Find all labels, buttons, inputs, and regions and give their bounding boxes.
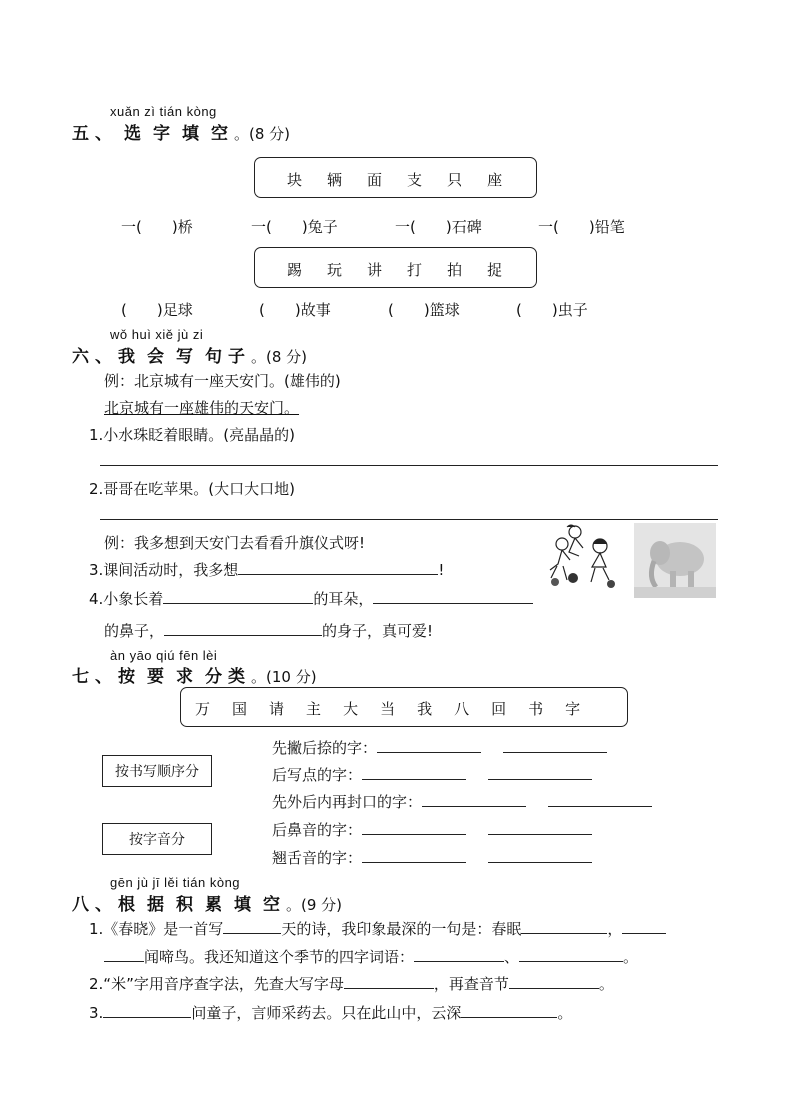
- s6-question-3: 3.课间活动时，我多想 !: [89, 561, 445, 579]
- s5-q5: ( )足球: [121, 301, 193, 319]
- elephant-photo: [634, 523, 716, 598]
- s5-word-box-1: 块 辆 面 支 只 座: [254, 157, 537, 198]
- s7-character-box: 万 国 请 主 大 当 我 八 回 书 字: [180, 687, 628, 727]
- s8-pinyin: gēn jù jī lěi tián kòng: [110, 875, 241, 890]
- s5-score: 。(8 分): [234, 125, 291, 143]
- s7-item-3: 先外后内再封口的字：: [272, 791, 652, 812]
- s8-q2-blank-syllable[interactable]: [509, 974, 599, 989]
- s8-q3-blank-2[interactable]: [461, 1003, 557, 1018]
- s7-item-3-blank-1[interactable]: [422, 792, 526, 807]
- s6-question-4: 4.小象长着 的耳朵，: [89, 588, 533, 609]
- s7-item-4-blank-2[interactable]: [488, 820, 592, 835]
- s6-example-2: 例：我多想到天安门去看看升旗仪式呀!: [104, 534, 366, 552]
- s7-label-pronunciation: 按字音分: [102, 823, 212, 855]
- s8-question-3: 3. 问童子，言师采药去。只在此山中，云深 。: [89, 1004, 573, 1022]
- s8-q1-blank-line-3[interactable]: [104, 947, 144, 962]
- s7-label-stroke-order: 按书写顺序分: [102, 755, 212, 787]
- s8-q1-blank-season[interactable]: [223, 919, 281, 934]
- s6-answer-line-2[interactable]: [100, 519, 718, 520]
- s8-question-1: 1.《春晓》是一首写 天的诗，我印象最深的一句是：春眠 ，: [89, 918, 666, 939]
- s7-item-4-blank-1[interactable]: [362, 820, 466, 835]
- s7-pinyin: àn yāo qiú fēn lèi: [110, 648, 218, 663]
- s6-q4-blank-3[interactable]: [164, 621, 322, 636]
- s6-question-4-cont: 的鼻子， 的身子，真可爱!: [104, 622, 434, 640]
- s5-pinyin: xuǎn zì tián kòng: [110, 104, 217, 119]
- s8-q1-blank-word-2[interactable]: [519, 947, 623, 962]
- s7-number: 七、: [72, 667, 118, 687]
- s6-pinyin: wǒ huì xiě jù zi: [110, 327, 204, 342]
- s8-title: 八、根 据 积 累 填 空。(9 分): [72, 895, 343, 915]
- s5-q8: ( )虫子: [516, 301, 588, 319]
- s8-q3-blank-1[interactable]: [103, 1003, 191, 1018]
- s5-q2: 一( )兔子: [251, 218, 338, 236]
- s6-q3-blank[interactable]: [238, 560, 438, 575]
- s8-score: 。(9 分): [286, 896, 343, 914]
- s7-item-2-blank-1[interactable]: [362, 765, 466, 780]
- s5-number: 五、: [72, 124, 118, 144]
- s8-q1-blank-line[interactable]: [521, 919, 607, 934]
- s6-answer-line-1[interactable]: [100, 465, 718, 466]
- s5-title: 五、 选 字 填 空。(8 分): [72, 124, 291, 144]
- s7-score: 。(10 分): [251, 668, 317, 686]
- s7-item-1: 先撇后捺的字：: [272, 737, 607, 758]
- s7-item-5-blank-1[interactable]: [362, 848, 466, 863]
- s8-q1-blank-line-2[interactable]: [622, 919, 666, 934]
- s6-q4-blank-2[interactable]: [373, 589, 533, 604]
- s5-q3: 一( )石碑: [395, 218, 482, 236]
- s7-item-1-blank-2[interactable]: [503, 738, 607, 753]
- s5-word-box-2: 踢 玩 讲 打 拍 捉: [254, 247, 537, 288]
- s6-question-2: 2.哥哥在吃苹果。(大口大口地): [89, 480, 296, 498]
- s5-q7: ( )篮球: [388, 301, 460, 319]
- s5-q1: 一( )桥: [121, 218, 193, 236]
- s6-title: 六、我 会 写 句子。(8 分): [72, 347, 308, 367]
- s5-q4: 一( )铅笔: [538, 218, 625, 236]
- s7-item-5-blank-2[interactable]: [488, 848, 592, 863]
- s7-item-1-blank-1[interactable]: [377, 738, 481, 753]
- s7-item-2-blank-2[interactable]: [488, 765, 592, 780]
- children-playing-illustration: [545, 522, 620, 592]
- s8-q2-blank-letter[interactable]: [344, 974, 434, 989]
- s6-example-1-answer: 北京城有一座雄伟的天安门。: [104, 399, 300, 417]
- s8-q1-blank-word-1[interactable]: [414, 947, 504, 962]
- s8-question-1-cont: 闻啼鸟。我还知道这个季节的四字词语： 、 。: [104, 946, 638, 967]
- s6-question-1: 1.小水珠眨着眼睛。(亮晶晶的): [89, 426, 296, 444]
- s7-item-3-blank-2[interactable]: [548, 792, 652, 807]
- s6-example-1: 例：北京城有一座天安门。(雄伟的): [104, 372, 341, 390]
- s6-score: 。(8 分): [251, 348, 308, 366]
- s5-q6: ( )故事: [259, 301, 331, 319]
- s8-number: 八、: [72, 895, 118, 915]
- s6-q4-blank-1[interactable]: [163, 589, 313, 604]
- s6-number: 六、: [72, 347, 118, 367]
- s7-item-5: 翘舌音的字：: [272, 847, 592, 868]
- s8-question-2: 2.“米”字用音序查字法，先查大写字母 ，再查音节 。: [89, 975, 614, 993]
- s7-title: 七、按 要 求 分类。(10 分): [72, 667, 317, 687]
- s7-item-4: 后鼻音的字：: [272, 819, 592, 840]
- s7-item-2: 后写点的字：: [272, 764, 592, 785]
